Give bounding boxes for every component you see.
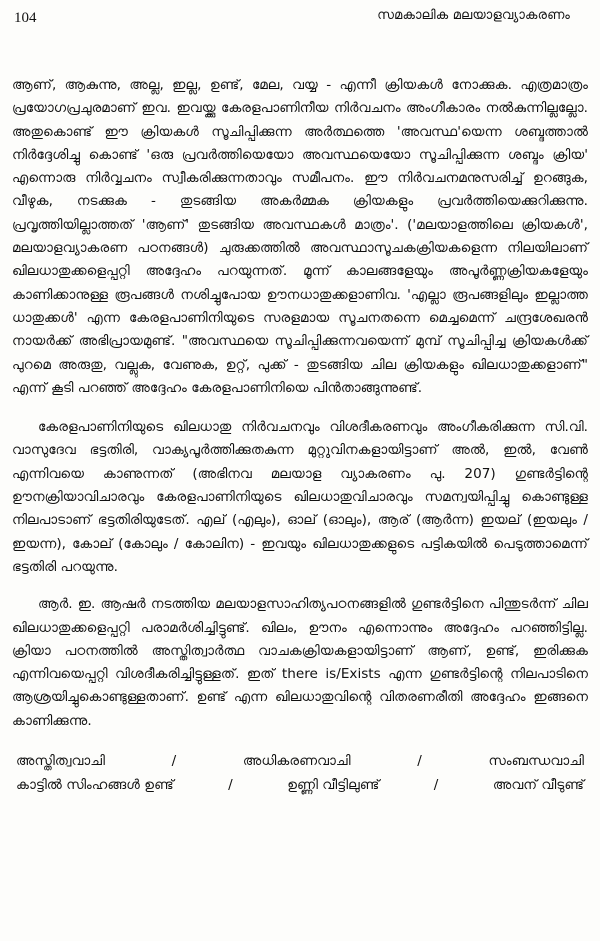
table-header-cell: അധികരണവാചി [242, 753, 351, 770]
paragraph-2: കേരളപാണിനിയുടെ ഖിലധാതു നിർവചനവും വിശദീകരണവും അംഗീകരിക്കുന്ന സി.വി. വാസുദേവ ഭട്ടതിരി, വാക്യപൂർത്തിക്കുതകുന്ന മുറ്റുവിനകളായിട്ടാണ് അൽ, ഇൽ, വേൺ എന്നിവയെ കാണുന്നത് (അഭിനവ മലയാള വ്യാകരണം പു. 207) ഗുണ്ടർട്ടിന്റെ ഊനക്രിയാവിചാരവും കേരളപാണിനിയുടെ ഖിലധാതുവിചാരവും സമന്വയിപ്പിച്ചു കൊണ്ടുള്ള നിലപാടാണ് ഭട്ടതിരിയുടേത്. എല് (എലും), ഓല് (ഓലും), ആര് (ആർന്ന) ഇയല് (ഇയലും / ഇയന്ന), കോല് (കോലും / കോലിന) - ഇവയും ഖിലധാതുക്കളുടെ പട്ടികയിൽ പെടുത്താമെന്ന് ഭട്ടതിരി പറയുന്നു. [12, 419, 588, 575]
running-title: സമകാലിക മലയാളവ്യാകരണം [377, 8, 570, 23]
table-header-cell: അസ്തിത്വവാചി [16, 753, 105, 770]
page-number: 104 [14, 10, 37, 26]
table-separator: / [417, 753, 422, 770]
table-cell: കാട്ടിൽ സിംഹങ്ങൾ ഉണ്ട് [16, 777, 174, 794]
table-cell: ഉണ്ണി വീട്ടിലുണ്ട് [287, 777, 380, 794]
paragraph-3: ആർ. ഇ. ആഷർ നടത്തിയ മലയാളസാഹിത്യപഠനങ്ങളിൽ ഗുണ്ടർട്ടിനെ പിന്തുടർന്ന് ചില ഖിലധാതുക്കളെപ്പറ്റി പരാമർശിച്ചിട്ടുണ്ട്. ഖിലം, ഊനം എന്നൊന്നും അദ്ദേഹം പറഞ്ഞിട്ടില്ല. ക്രിയാ പഠനത്തിൽ അസ്തിത്വാർത്ഥ വാചകക്രിയകളായിട്ടാണ് ആണ്, ഉണ്ട്, ഇരിക്കുക എന്നിവയെപ്പറ്റി വിശദീകരിച്ചിട്ടുള്ളത്. ഇത് there is/Exists എന്ന ഗുണ്ടർട്ടിന്റെ നിലപാടിനെ ആശ്രയിച്ചുകൊണ്ടുള്ളതാണ്. ഉണ്ട് എന്ന ഖിലധാതുവിന്റെ വിതരണരീതി അദ്ദേഹം ഇങ്ങനെ കാണിക്കുന്നു. [12, 596, 588, 729]
table-separator: / [433, 777, 439, 794]
table-header-cell: സംബന്ധവാചി [488, 753, 584, 770]
paragraph-1: ആണ്, ആകുന്നു, അല്ല, ഇല്ല, ഉണ്ട്, മേല, വയ്യ - എന്നീ ക്രിയകൾ നോക്കുക. എത്രമാത്രം പ്രയോഗപ്രചുരമാണ് ഇവ. ഇവയ്ക്കു കേരളപാണിനീയ നിർവചനം അംഗീകാരം നൽകുന്നില്ലല്ലോ. അതുകൊണ്ട് ഈ ക്രിയകൾ സൂചിപ്പിക്കുന്ന അർത്ഥത്തെ 'അവസ്ഥ'യെന്ന ശബ്ദത്താൽ നിർദ്ദേശിച്ചു കൊണ്ട് 'ഒരു പ്രവർത്തിയെയോ അവസ്ഥയെയോ സൂചിപ്പിക്കുന്ന ശബ്ദം ക്രിയ' എന്നൊരു നിർവ്വചനം സ്വീകരിക്കുന്നതാവും സമീപനം. ഈ നിർവചനമനുസരിച്ച് ഉറങ്ങുക, വീഴുക, നടക്കുക - തുടങ്ങിയ അകർമ്മക ക്രിയകളും പ്രവർത്തിയെക്കുറിക്കുന്നു. പ്രവൃത്തിയില്ലാത്തത് 'ആണ്' തുടങ്ങിയ അവസ്ഥകൾ മാത്രം'. ('മലയാളത്തിലെ ക്രിയകൾ', മലയാളവ്യാകരണ പഠനങ്ങൾ) ചുരുക്കത്തിൽ അവസ്ഥാസൂചകക്രിയകളെന്ന നിലയിലാണ് ഖിലധാതുക്കളെപ്പറ്റി അദ്ദേഹം പറയുന്നത്. മൂന്ന് കാലങ്ങളേയും അപൂർണ്ണക്രിയകളേയും കാണിക്കാനുള്ള രൂപങ്ങൾ നശിച്ചുപോയ ഊനധാതുക്കളാണിവ. 'എല്ലാ രൂപങ്ങളിലും ഇല്ലാത്ത ധാതുക്കൾ' എന്ന കേരളപാണിനിയുടെ സരളമായ സൂചനതന്നെ മെച്ചമെന്ന് ചന്ദ്രശേഖരൻ നായർക്ക് അഭിപ്രായമുണ്ട്. "അവസ്ഥയെ സൂചിപ്പിക്കുന്നവയെന്ന് മുമ്പ് സൂചിപ്പിച്ച ക്രിയകൾക്ക് പുറമെ അരുതു, വല്ലുക, വേണുക, ഉറ്റ്, പുക്ക് - തുടങ്ങിയ ചില ക്രിയകളും ഖിലധാതുക്കളാണ്" എന്ന് കൂടി പറഞ്ഞ് അദ്ദേഹം കേരളപാണിനിയെ പിൻതാങ്ങുന്നുണ്ട്. [12, 77, 588, 396]
table-separator: / [228, 777, 233, 794]
body-text [12, 74, 588, 797]
page-header [0, 6, 600, 32]
example-table-row [12, 773, 588, 797]
table-cell: അവന് വീടുണ്ട് [492, 777, 584, 794]
table-separator: / [171, 753, 177, 770]
example-table-header [12, 749, 588, 773]
